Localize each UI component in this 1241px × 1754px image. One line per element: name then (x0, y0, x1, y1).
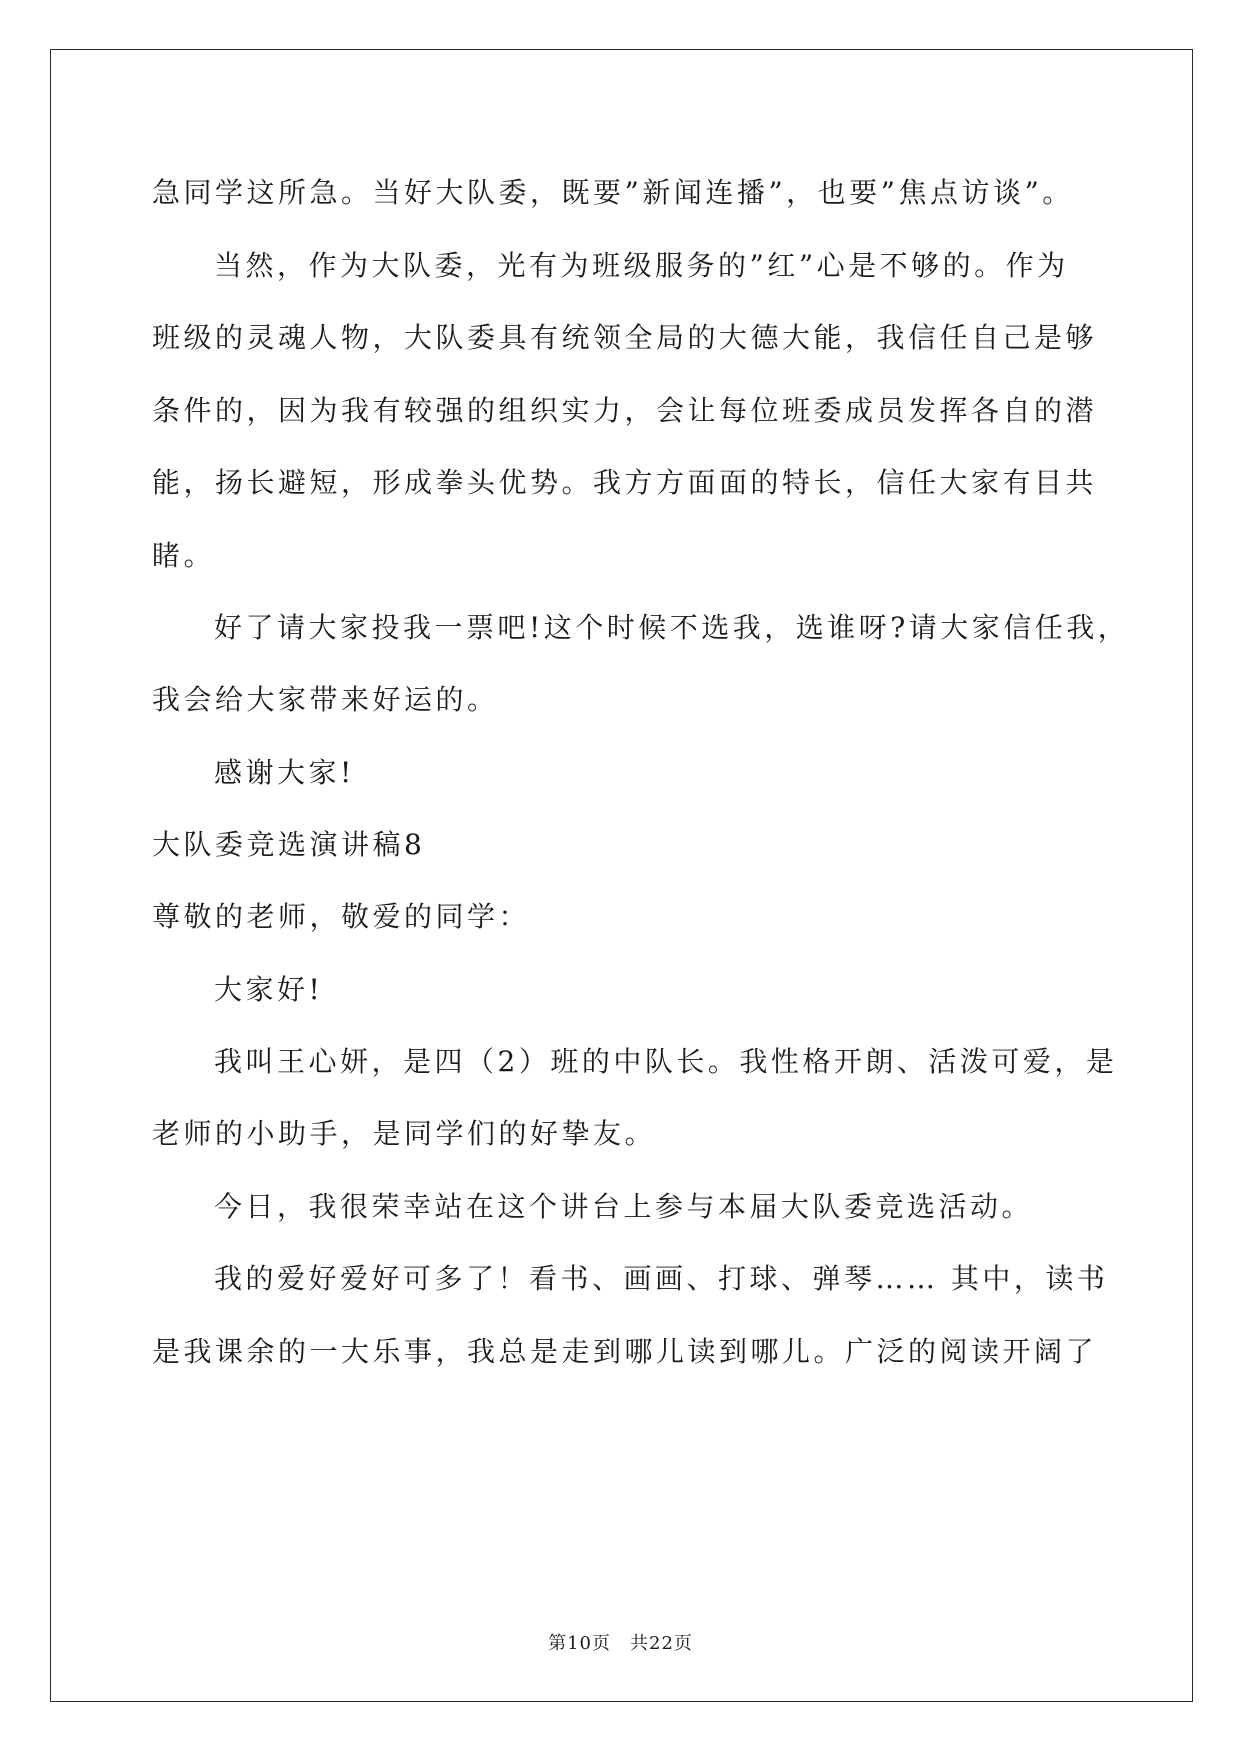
text-line-2: 当然，作为大队委，光有为班级服务的”红”心是不够的。作为 (214, 249, 1069, 282)
text-line-17: 是我课余的一大乐事，我总是走到哪儿读到哪儿。广泛的阅读开阔了 (152, 1335, 1098, 1368)
text-line-3: 班级的灵魂人物，大队委具有统领全局的大德大能，我信任自己是够 (152, 321, 1098, 354)
section-heading: 大队委竞选演讲稿8 (152, 828, 426, 861)
text-line-8: 我会给大家带来好运的。 (152, 683, 499, 716)
text-line-14: 老师的小助手，是同学们的好挚友。 (152, 1117, 657, 1150)
text-line-1: 急同学这所急。当好大队委，既要”新闻连播”，也要”焦点访谈”。 (152, 176, 1074, 209)
text-line-15: 今日，我很荣幸站在这个讲台上参与本届大队委竞选活动。 (214, 1190, 1034, 1223)
salutation: 尊敬的老师，敬爱的同学： (152, 900, 531, 933)
page-footer: 第10页 共22页 (548, 1633, 693, 1654)
text-line-4: 条件的，因为我有较强的组织实力，会让每位班委成员发挥各自的潜 (152, 394, 1098, 427)
page-border (50, 49, 1193, 1702)
text-line-9: 感谢大家! (214, 756, 355, 789)
greeting: 大家好! (214, 973, 324, 1006)
text-line-13: 我叫王心妍，是四（2）班的中队长。我性格开朗、活泼可爱，是 (214, 1045, 1118, 1078)
text-line-6: 睹。 (152, 539, 216, 572)
text-line-5: 能，扬长避短，形成拳头优势。我方方面面的特长，信任大家有目共 (152, 466, 1098, 499)
text-line-7: 好了请大家投我一票吧!这个时候不选我，选谁呀?请大家信任我， (214, 611, 1130, 644)
text-line-16: 我的爱好爱好可多了！看书、画画、打球、弹琴…… 其中，读书 (214, 1262, 1109, 1295)
